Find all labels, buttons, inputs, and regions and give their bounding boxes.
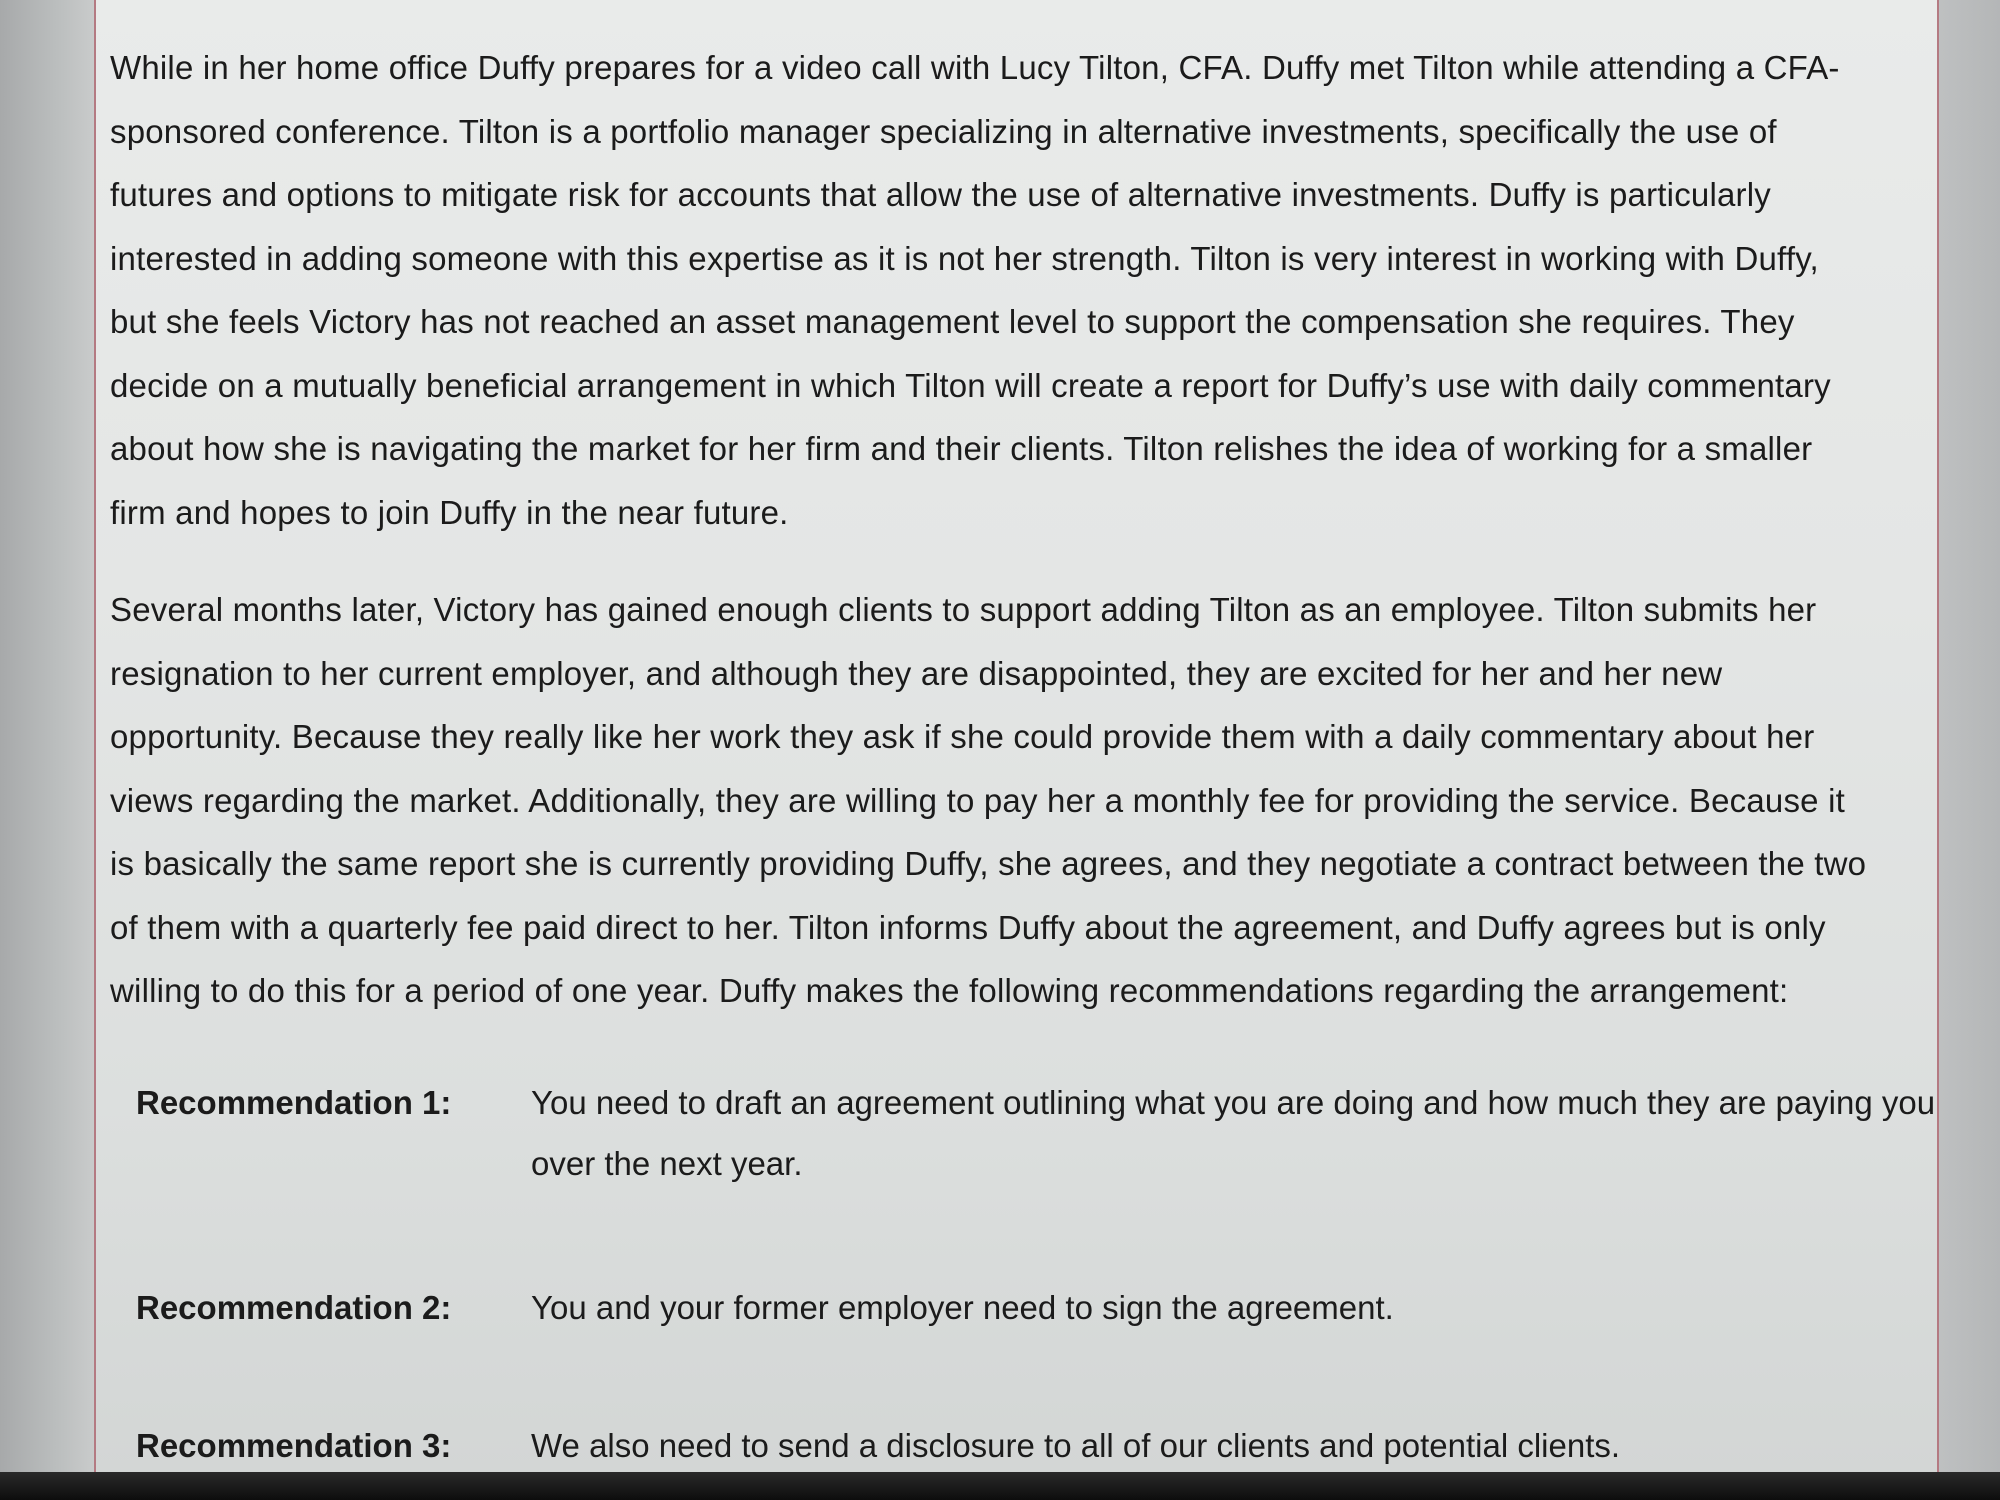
paragraph-line: While in her home office Duffy prepares for a video call with Lucy Tilton, CFA. Duffy met Tilton while attending a CFA- (110, 49, 1840, 86)
paragraph-line: about how she is navigating the market for her firm and their clients. Tilton relishes the idea of working for a smaller (110, 430, 1813, 467)
recommendation-text: You and your former employer need to sign the agreement. (531, 1289, 1394, 1326)
recommendation-text: We also need to send a disclosure to all of our clients and potential clients. (531, 1427, 1621, 1464)
paragraph-line: willing to do this for a period of one year. Duffy makes the following recommendations regarding the arrangement: (110, 972, 1789, 1009)
paragraph-line: views regarding the market. Additionally, they are willing to pay her a monthly fee for providing the service. Because it (110, 781, 1845, 819)
paragraph-line: futures and options to mitigate risk for accounts that allow the use of alternative investments. Duffy is particularly (110, 176, 1771, 213)
paragraph-line: of them with a quarterly fee paid direct to her. Tilton informs Duffy about the agreement, and Duffy agrees but is only (110, 908, 1826, 946)
paragraph-line: interested in adding someone with this expertise as it is not her strength. Tilton is very interest in working with Duffy, (110, 239, 1819, 277)
screen-bottom-bezel (0, 1472, 2000, 1500)
paragraph-line: Several months later, Victory has gained enough clients to support adding Tilton as an employee. Tilton submits her (110, 591, 1817, 628)
recommendation-text: You need to draft an agreement outlining what you are doing and how much they are paying you over the next year. (531, 1084, 1936, 1182)
recommendation-label: Recommendation 3: (136, 1427, 452, 1464)
paragraph-line: resignation to her current employer, and although they are disappointed, they are excited for her and her new (110, 654, 1723, 692)
paragraph-line: firm and hopes to join Duffy in the near future. (110, 493, 789, 531)
paragraph-line: is basically the same report she is currently providing Duffy, she agrees, and they negotiate a contract between the two (110, 845, 1867, 882)
paragraph-2 (110, 578, 1940, 1023)
recommendation-label: Recommendation 1: (136, 1084, 452, 1121)
paragraph-1 (110, 36, 1940, 544)
document-page (94, 0, 1939, 1472)
recommendation-label: Recommendation 2: (136, 1289, 452, 1326)
paragraph-line: decide on a mutually beneficial arrangement in which Tilton will create a report for Duffy’s use with daily commentary (110, 366, 1831, 404)
paragraph-line: sponsored conference. Tilton is a portfolio manager specializing in alternative investments, specifically the use of (110, 112, 1777, 150)
paragraph-line: opportunity. Because they really like her work they ask if she could provide them with a daily commentary about her (110, 718, 1815, 755)
paragraph-line: but she feels Victory has not reached an asset management level to support the compensation she requires. They (110, 303, 1795, 340)
